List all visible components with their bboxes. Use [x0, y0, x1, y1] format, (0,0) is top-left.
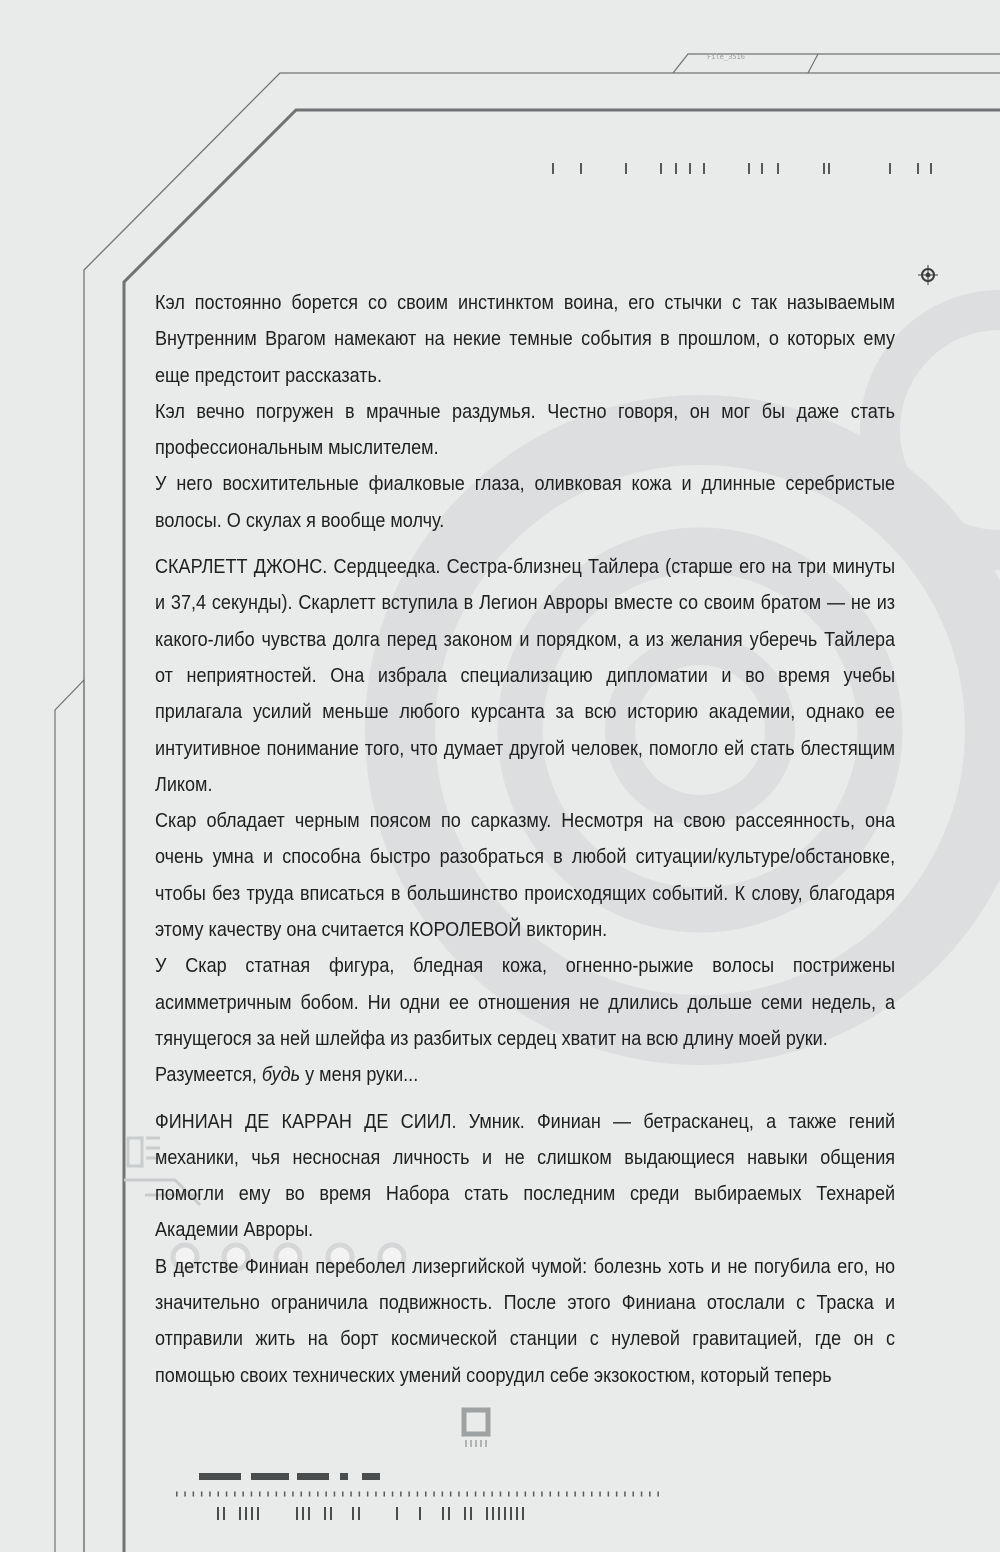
paragraph: У него восхитительные фиалковые глаза, оливковая кожа и длинные серебристые волосы. О скулах я вообще молчу. — [155, 472, 896, 532]
top-tick-marks — [553, 163, 931, 174]
bottom-tick-marks — [218, 1507, 523, 1520]
paragraph: Кэл постоянно борется со своим инстинктом воина, его стычки с так называемым Внутренним Врагом намекают на некие темные события в прошлом, о которых ему еще предстоит рассказать. — [155, 291, 896, 387]
crosshair-icon — [918, 265, 938, 285]
paragraph: СКАРЛЕТТ ДЖОНС. Сердцеедка. Сестра-близнец Тайлера (старше его на три минуты и 37,4 секунды). Скарлетт вступила в Легион Авроры вместе со своим братом — не из какого-либо чувства долга перед законом и порядком, а из желания уберечь Тайлера от неприятностей. Она избрала специализацию дипломатии и во время учебы прилагала усилий меньше любого курсанта за всю историю академии, однако ее интуитивное понимание того, что думает другой человек, помогло ей стать блестящим Ликом. — [155, 555, 896, 796]
paragraph-tail: у меня руки... — [300, 1063, 419, 1087]
paragraph: Скар обладает черным поясом по сарказму. Несмотря на свою рассеянность, она очень умна и способна быстро разобраться в любой ситуации/культуре/обстановке, чтобы без труда вписаться в большинство происходящих событий. К слову, благодаря этому качеству она считается КОРОЛЕВОЙ викторин. — [155, 809, 896, 942]
paragraph — [155, 1057, 895, 1093]
paragraph-lead: Разумеется, — [155, 1063, 262, 1087]
paragraph: Кэл вечно погружен в мрачные раздумья. Честно говоря, он мог бы даже стать профессиональным мыслителем. — [155, 399, 896, 460]
paragraph: У Скар статная фигура, бледная кожа, огненно-рыжие волосы пострижены асимметричным бобом. Ни одни ее отношения не длились дольше семи недель, а тянущегося за ней шлейфа из разбитых сердец хватит на всю длину моей руки. — [155, 954, 896, 1050]
body-text — [155, 285, 896, 1394]
paragraph: ФИНИАН ДЕ КАРРАН ДЕ СИИЛ. Умник. Финиан — бетрасканец, а также гений механики, чья несносная личность и не слишком выдающиеся навыки общения помогли ему во время Набора стать последним среди выбираемых Технарей Академии Авроры. — [155, 1109, 896, 1242]
bottom-bar-segments — [199, 1473, 380, 1480]
file-label: File_3516 — [707, 53, 745, 61]
paragraph-emphasis: будь — [261, 1063, 301, 1087]
paragraph: В детстве Финиан переболел лизергийской чумой: болезнь хоть и не погубила его, но значительно ограничила подвижность. После этого Финиана отослали с Траска и отправили жить на борт космической станции с нулевой гравитацией, где он с помощью своих технических умений соорудил себе экзокостюм, который теперь — [155, 1254, 896, 1387]
square-page-icon — [464, 1410, 488, 1447]
